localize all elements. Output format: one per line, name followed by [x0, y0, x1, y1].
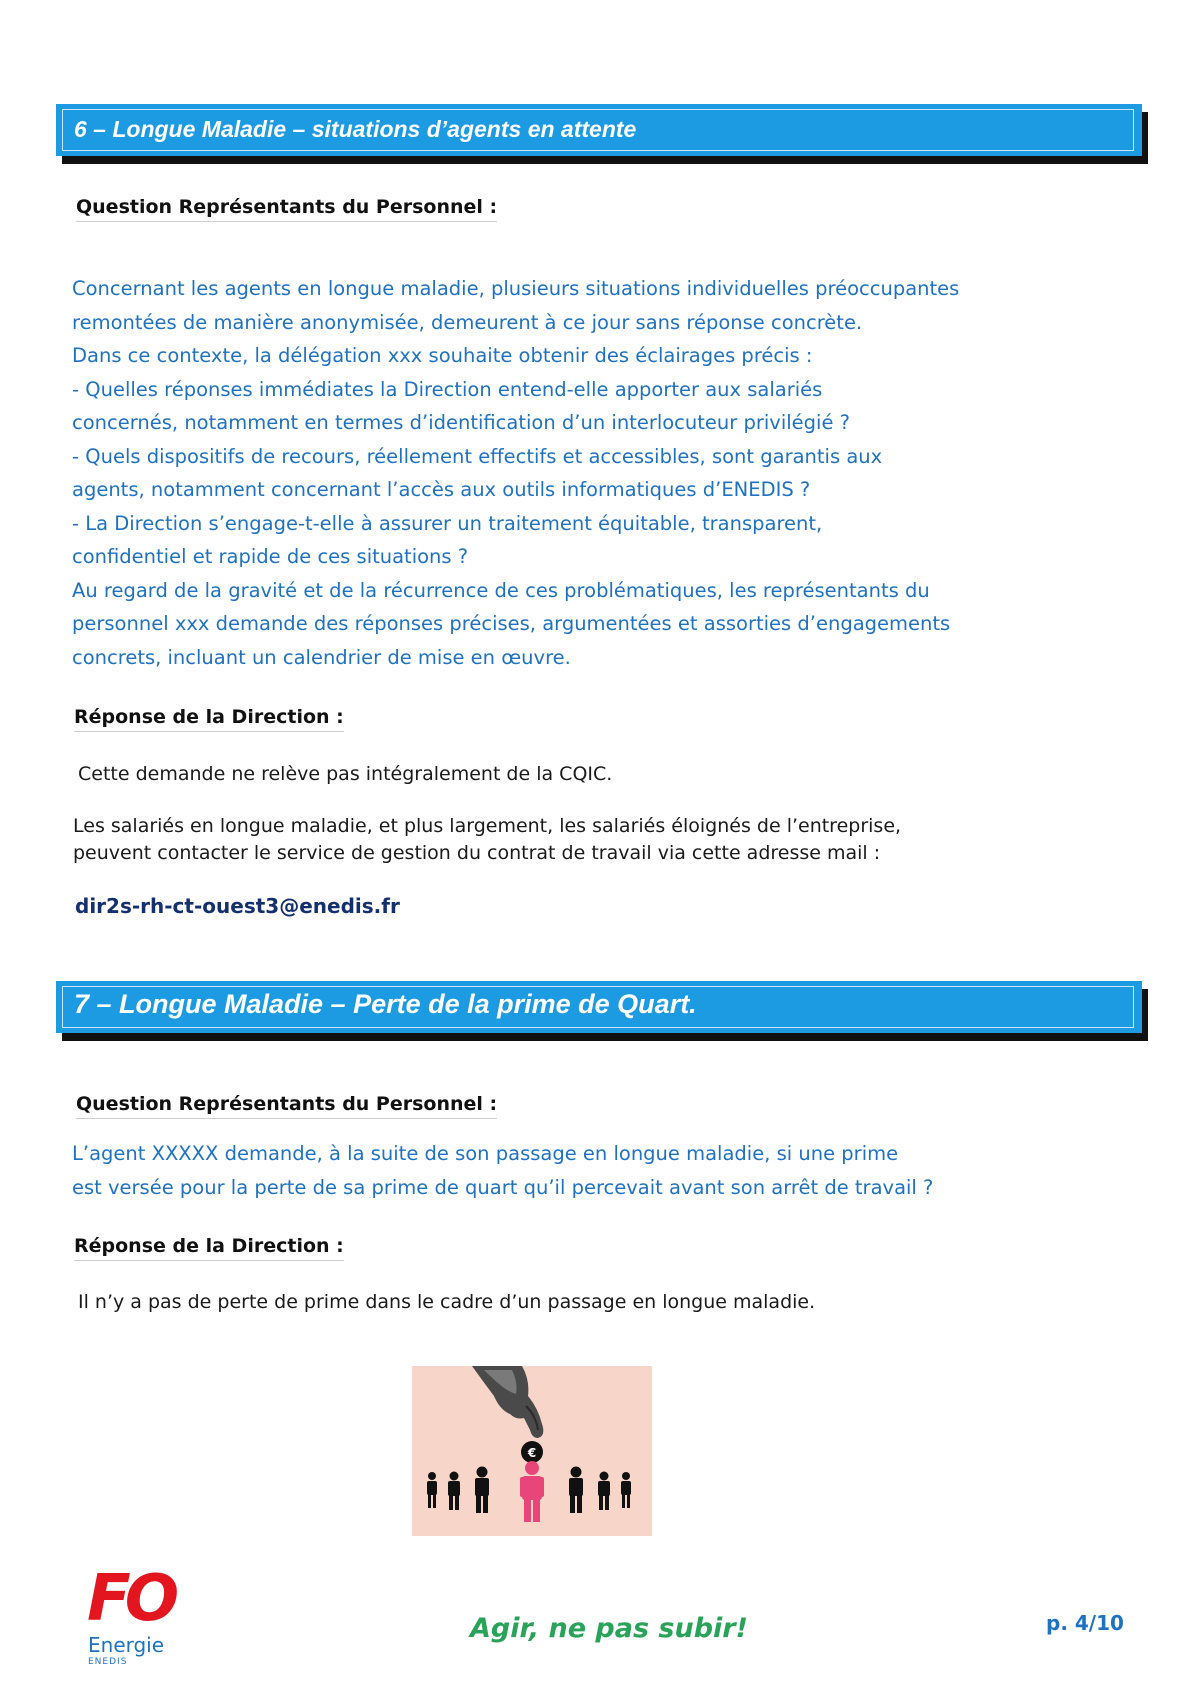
- section-6-answer-line: Cette demande ne relève pas intégralement de la CQIC.: [78, 763, 613, 785]
- page-number: p. 4/10: [1046, 1611, 1124, 1635]
- section-7-question-label: Question Représentants du Personnel :: [76, 1093, 497, 1119]
- fo-logo-text: FO: [87, 1562, 174, 1636]
- logo-enedis-text: ENEDIS: [88, 1657, 128, 1667]
- section-6-answer-line: Les salariés en longue maladie, et plus largement, les salariés éloignés de l’entreprise,: [73, 815, 902, 837]
- section-7-answer-label: Réponse de la Direction :: [74, 1235, 344, 1261]
- coin-symbol: €: [527, 1446, 537, 1460]
- question-line: Dans ce contexte, la délégation xxx souhaite obtenir des éclairages précis :: [72, 344, 813, 367]
- contact-email-link[interactable]: dir2s-rh-ct-ouest3@enedis.fr: [75, 894, 400, 918]
- section-6-answer-line: peuvent contacter le service de gestion du contrat de travail via cette adresse mail :: [73, 842, 881, 864]
- question-line: concernés, notamment en termes d’identification d’un interlocuteur privilégié ?: [72, 411, 851, 434]
- section-7-banner: [56, 981, 1142, 1039]
- question-line: - Quels dispositifs de recours, réellement effectifs et accessibles, sont garantis aux: [72, 444, 883, 468]
- question-line: agents, notamment concernant l’accès aux outils informatiques d’ENEDIS ?: [72, 478, 811, 501]
- question-line: concrets, incluant un calendrier de mise en œuvre.: [72, 645, 571, 669]
- section-6-question-text: [72, 272, 1012, 674]
- question-line: Concernant les agents en longue maladie, plusieurs situations individuelles préoccupantes: [72, 277, 960, 300]
- section-6-title: 6 – Longue Maladie – situations d’agents en attente: [74, 116, 637, 142]
- section-7-answer-line: Il n’y a pas de perte de prime dans le cadre d’un passage en longue maladie.: [78, 1291, 816, 1313]
- question-line: - Quelles réponses immédiates la Direction entend-elle apporter aux salariés: [72, 377, 823, 401]
- hand-coin-people-icon: [412, 1366, 652, 1536]
- section-6-question-label: Question Représentants du Personnel :: [76, 196, 497, 222]
- section-6-answer-label: Réponse de la Direction :: [74, 706, 344, 732]
- logo-energie-text: Energie: [88, 1633, 165, 1657]
- illustration-hand-coin-people: [412, 1366, 652, 1536]
- question-line: confidentiel et rapide de ces situations ?: [72, 545, 469, 568]
- footer-slogan: Agir, ne pas subir!: [470, 1613, 748, 1644]
- question-line: L’agent XXXXX demande, à la suite de son passage en longue maladie, si une prime: [72, 1142, 899, 1165]
- fo-energie-logo: [85, 1564, 175, 1674]
- question-line: personnel xxx demande des réponses précises, argumentées et assorties d’engagements: [72, 612, 951, 635]
- question-line: est versée pour la perte de sa prime de quart qu’il percevait avant son arrêt de travail ?: [72, 1175, 934, 1199]
- question-line: remontées de manière anonymisée, demeurent à ce jour sans réponse concrète.: [72, 310, 863, 334]
- section-7-title: 7 – Longue Maladie – Perte de la prime de Quart.: [74, 989, 697, 1019]
- section-7-question-text: [72, 1137, 1012, 1204]
- question-line: Au regard de la gravité et de la récurrence de ces problématiques, les représentants du: [72, 578, 930, 602]
- question-line: - La Direction s’engage-t-elle à assurer un traitement équitable, transparent,: [72, 511, 823, 535]
- section-6-banner: [56, 104, 1142, 162]
